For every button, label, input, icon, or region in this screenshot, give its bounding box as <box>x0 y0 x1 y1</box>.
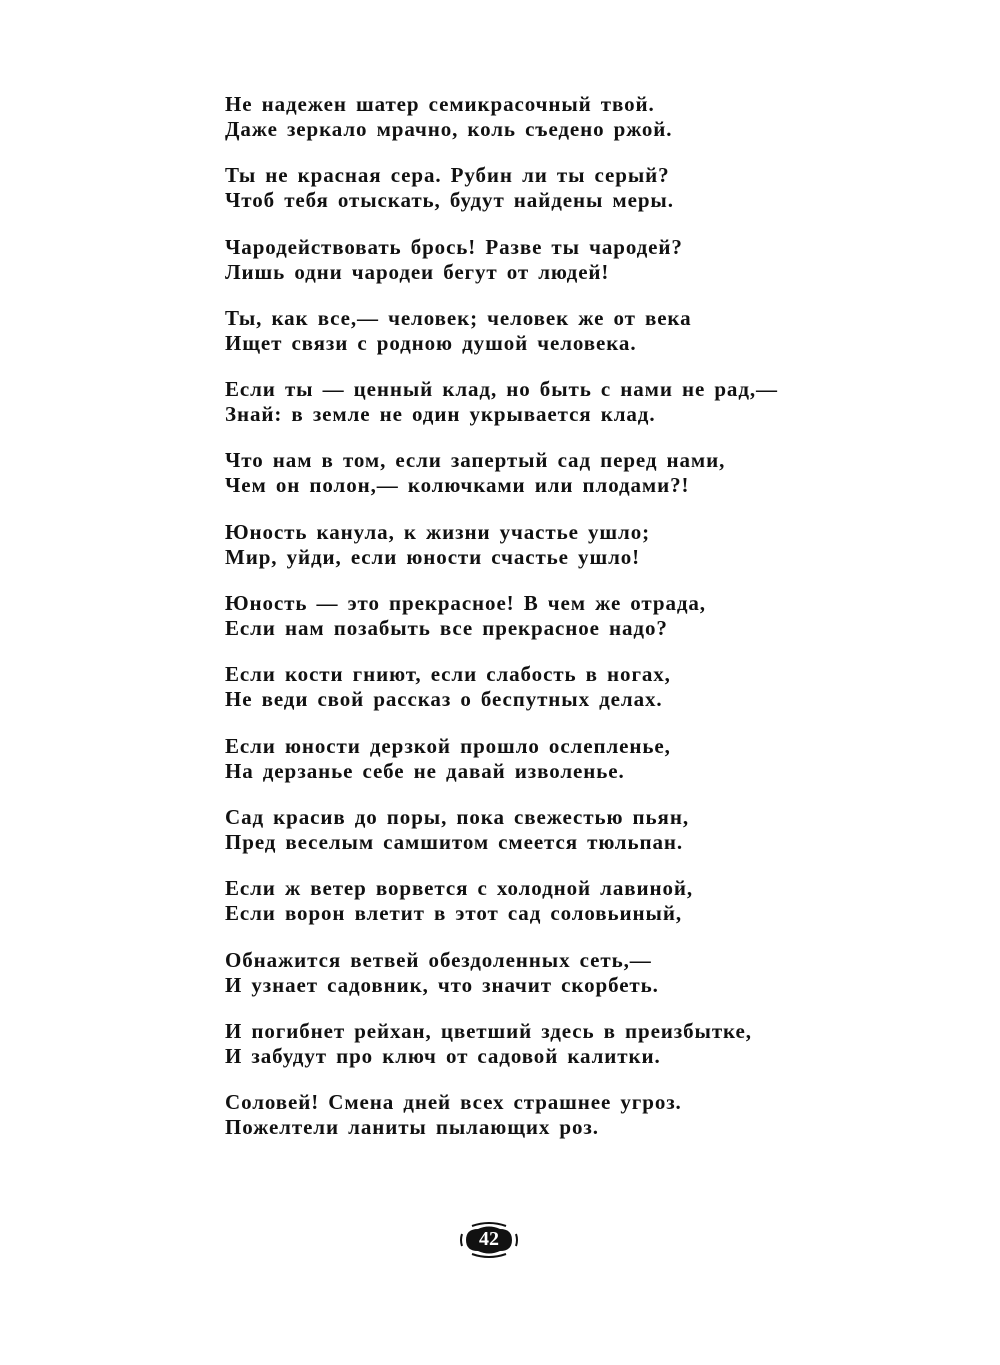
stanza <box>225 306 778 356</box>
poem-line: Обнажится ветвей обездоленных сеть,— <box>225 947 652 972</box>
stanza <box>225 92 778 142</box>
stanza <box>225 662 778 712</box>
poem-line: Пожелтели ланиты пылающих роз. <box>225 1115 599 1140</box>
poem-line: И забудут про ключ от садовой калитки. <box>225 1043 661 1068</box>
stanza <box>225 448 778 498</box>
poem-line: Юность канула, к жизни участье ушло; <box>225 519 650 544</box>
page-number: 42 <box>479 1228 499 1250</box>
stanza <box>225 163 778 213</box>
poem-line: Не веди свой рассказ о беспутных делах. <box>225 687 663 712</box>
poem-line: Если ты — ценный клад, но быть с нами не рад,— <box>225 377 778 402</box>
poem-line: Если нам позабыть все прекрасное надо? <box>225 616 668 641</box>
stanza <box>225 876 778 926</box>
poem-line: Пред веселым самшитом смеется тюльпан. <box>225 829 684 854</box>
poem-line: Ты, как все,— человек; человек же от века <box>225 305 692 330</box>
stanza <box>225 1019 778 1069</box>
stanza <box>225 377 778 427</box>
poem-line: Чем он полон,— колючками или плодами?! <box>225 473 690 498</box>
poem-line: Лишь одни чародеи бегут от людей! <box>225 259 610 284</box>
poem-line: Сад красив до поры, пока свежестью пьян, <box>225 804 689 829</box>
poem-line: Мир, уйди, если юности счастье ушло! <box>225 544 641 569</box>
poem-text <box>225 92 778 1161</box>
stanza <box>225 948 778 998</box>
stanza <box>225 734 778 784</box>
poem-line: Если ворон влетит в этот сад соловьиный, <box>225 901 682 926</box>
poem-line: Чтоб тебя отыскать, будут найдены меры. <box>225 188 674 213</box>
poem-line: Если юности дерзкой прошло ослепленье, <box>225 733 671 758</box>
page-number-ornament <box>458 1220 520 1260</box>
poem-line: Если кости гниют, если слабость в ногах, <box>225 662 671 687</box>
poem-line: И погибнет рейхан, цветший здесь в преизбытке, <box>225 1018 752 1043</box>
poem-line: Ищет связи с родною душой человека. <box>225 330 637 355</box>
poem-line: Юность — это прекрасное! В чем же отрада, <box>225 591 706 616</box>
poem-line: Если ж ветер ворвется с холодной лавиной, <box>225 876 694 901</box>
poem-line: На дерзанье себе не давай изволенье. <box>225 758 625 783</box>
poem-line: Не надежен шатер семикрасочный твой. <box>225 92 655 116</box>
poem-line: И узнает садовник, что значит скорбеть. <box>225 972 659 997</box>
stanza <box>225 520 778 570</box>
poem-line: Чародействовать брось! Разве ты чародей? <box>225 234 683 259</box>
poem-line: Ты не красная сера. Рубин ли ты серый? <box>225 163 670 188</box>
poem-line: Даже зеркало мрачно, коль съедено ржой. <box>225 117 673 141</box>
stanza <box>225 235 778 285</box>
poem-line: Что нам в том, если запертый сад перед нами, <box>225 448 726 473</box>
stanza <box>225 1090 778 1140</box>
poem-line: Знай: в земле не один укрывается клад. <box>225 402 656 427</box>
stanza <box>225 591 778 641</box>
poem-line: Соловей! Смена дней всех страшнее угроз. <box>225 1090 682 1115</box>
stanza <box>225 805 778 855</box>
